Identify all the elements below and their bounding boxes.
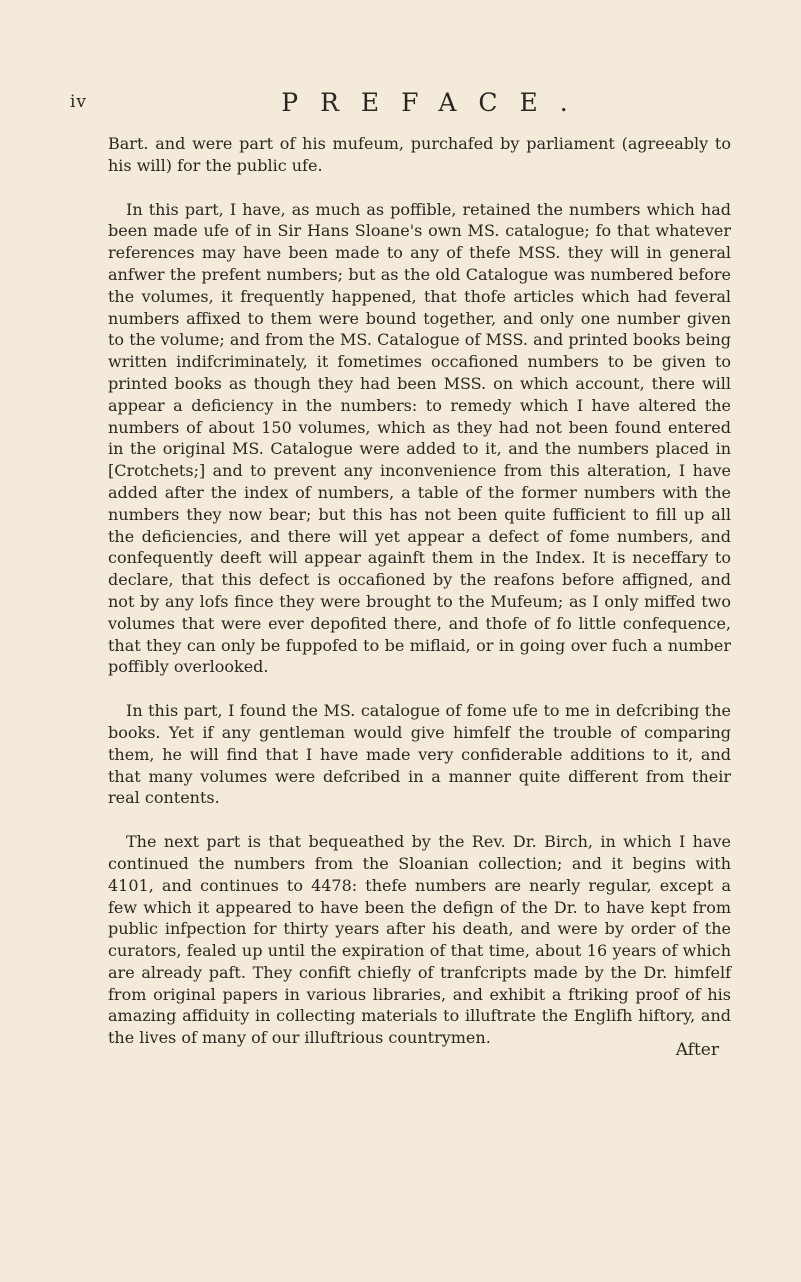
running-title: PREFACE. [281,88,590,117]
paragraph: The next part is that bequeathed by the Rev. Dr. Birch, in which I have continued the numbers from the Sloanian collection; and it begins with 4101, and continues to 4478: thefe numbers are nearly regular, except a few which it appeared to have been the defign of the Dr. to have kept from public infpection for thirty years after his death, and were by order of the curators, fealed up until the expiration of that time, about 16 years of which are already paft. They confift chiefly of tranfcripts made by the Dr. himfelf from original papers in various libraries, and exhibit a ftriking proof of his amazing affiduity in collecting materials to illuftrate the Englifh hiftory, and the lives of many of our illuftrious countrymen. [108,832,731,1048]
page-number: iv [70,92,88,112]
catchword: After [675,1040,719,1060]
paragraph: Bart. and were part of his mufeum, purchafed by parliament (agreeably to his will) for the public ufe. [108,134,731,175]
body-text [108,133,731,1071]
paragraph: In this part, I have, as much as poffible, retained the numbers which had been made ufe of in Sir Hans Sloane's own MS. catalogue; fo that whatever references may have been made to any of thefe MSS. they will in general anfwer the prefent numbers; but as the old Catalogue was numbered before the volumes, it frequently happened, that thofe articles which had feveral numbers affixed to them were bound together, and only one number given to the volume; and from the MS. Catalogue of MSS. and printed books being written indifcriminately, it fometimes occafioned numbers to be given to printed books as though they had been MSS. on which account, there will appear a deficiency in the numbers: to remedy which I have altered the numbers of about 150 volumes, which as they had not been found entered in the original MS. Catalogue were added to it, and the numbers placed in [Crotchets;] and to prevent any inconvenience from this alteration, I have added after the index of numbers, a table of the former numbers with the numbers they now bear; but this has not been quite fufficient to fill up all the deficiencies, and there will yet appear a defect of fome numbers, and confequently deeft will appear againft them in the Index. It is neceffary to declare, that this defect is occafioned by the reafons before affigned, and not by any lofs fince they were brought to the Mufeum; as I only miffed two volumes that were ever depofited there, and thofe of fo little confequence, that they can only be fuppofed to be miflaid, or in going over fuch a number poffibly overlooked. [108,199,731,677]
page-header [70,88,731,128]
paragraph: In this part, I found the MS. catalogue of fome ufe to me in defcribing the books. Yet if any gentleman would give himfelf the trouble of comparing them, he will find that I have made very confiderable additions to it, and that many volumes were defcribed in a manner quite different from their real contents. [108,701,731,808]
